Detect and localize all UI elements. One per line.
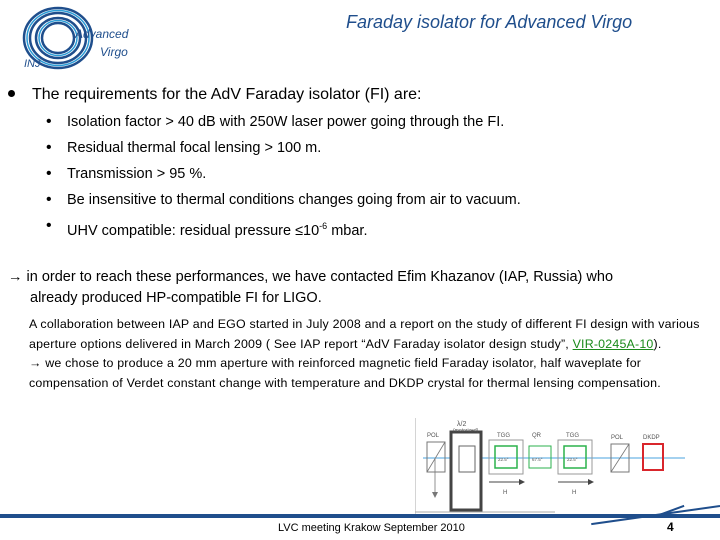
collab-text-3: → we chose to produce a 20 mm aperture with reinforced magnetic field Faraday isolator, half waveplate for compensation of Verdet constant change with temperature and DKDP crystal for thermal lensing compensation. [29, 356, 661, 390]
diagram-svg [415, 418, 690, 514]
requirement-item: • Isolation factor > 40 dB with 250W laser power going through the FI. [46, 112, 521, 138]
label-half-waveplate: λ/2 [457, 421, 467, 428]
requirement-item [46, 216, 521, 242]
slide-title: Faraday isolator for Advanced Virgo [346, 12, 633, 32]
label-tgg-1: TGG [497, 433, 510, 439]
report-link[interactable]: VIR-0245A-10 [572, 336, 654, 351]
label-pol-right: POL [611, 435, 624, 441]
intro-bullet [8, 86, 422, 104]
label-pol-left: POL [427, 433, 440, 439]
logo-text-virgo: Virgo [100, 45, 128, 59]
footer-text: LVC meeting Krakow September 2010 [278, 522, 465, 534]
logo-text-advanced: Advanced [75, 27, 129, 41]
requirement-uhv-exponent: -6 [319, 221, 328, 231]
collab-text-2: ). [653, 336, 662, 351]
label-dkdp: DKDP [643, 435, 660, 441]
requirement-item: • Residual thermal focal lensing > 100 m. [46, 138, 521, 164]
label-angle-3: 22.5° [567, 457, 578, 462]
label-motorized: (motorized) [453, 428, 479, 434]
requirement-item: • Transmission > 95 %. [46, 164, 521, 190]
label-h-1: H [503, 490, 508, 496]
label-angle-1: 22.5° [498, 457, 509, 462]
footer-divider [0, 514, 720, 518]
arrow-paragraph-line1: → in order to reach these performances, we have contacted Efim Khazanov (IAP, Russia) who [8, 269, 614, 285]
arrow-paragraph-line2: already produced HP-compatible FI for LIGO. [30, 290, 322, 306]
logo-text-inj: INJ [24, 58, 41, 70]
label-h-2: H [572, 490, 577, 496]
arrow-paragraph [8, 267, 708, 309]
requirement-item: • Be insensitive to thermal conditions changes going from air to vacuum. [46, 190, 521, 216]
requirement-uhv-text: UHV compatible: residual pressure ≤10 [67, 222, 320, 239]
page-number: 4 [667, 520, 674, 534]
bullet-dot-icon [8, 90, 15, 97]
requirement-uhv-suffix: mbar. [327, 222, 368, 239]
collab-text-1: A collaboration between IAP and EGO started in July 2008 and a report on the study of different FI design with various aperture options delivered in March 2009 ( See IAP report “AdV Faraday isolator design study”, [29, 317, 700, 351]
collaboration-paragraph [29, 315, 719, 393]
faraday-isolator-diagram [415, 418, 690, 514]
label-qr: QR [532, 433, 541, 439]
label-tgg-2: TGG [566, 433, 579, 439]
intro-text: The requirements for the AdV Faraday isolator (FI) are: [32, 86, 422, 103]
requirements-list [46, 112, 521, 242]
label-angle-2: 67.5° [532, 457, 543, 462]
